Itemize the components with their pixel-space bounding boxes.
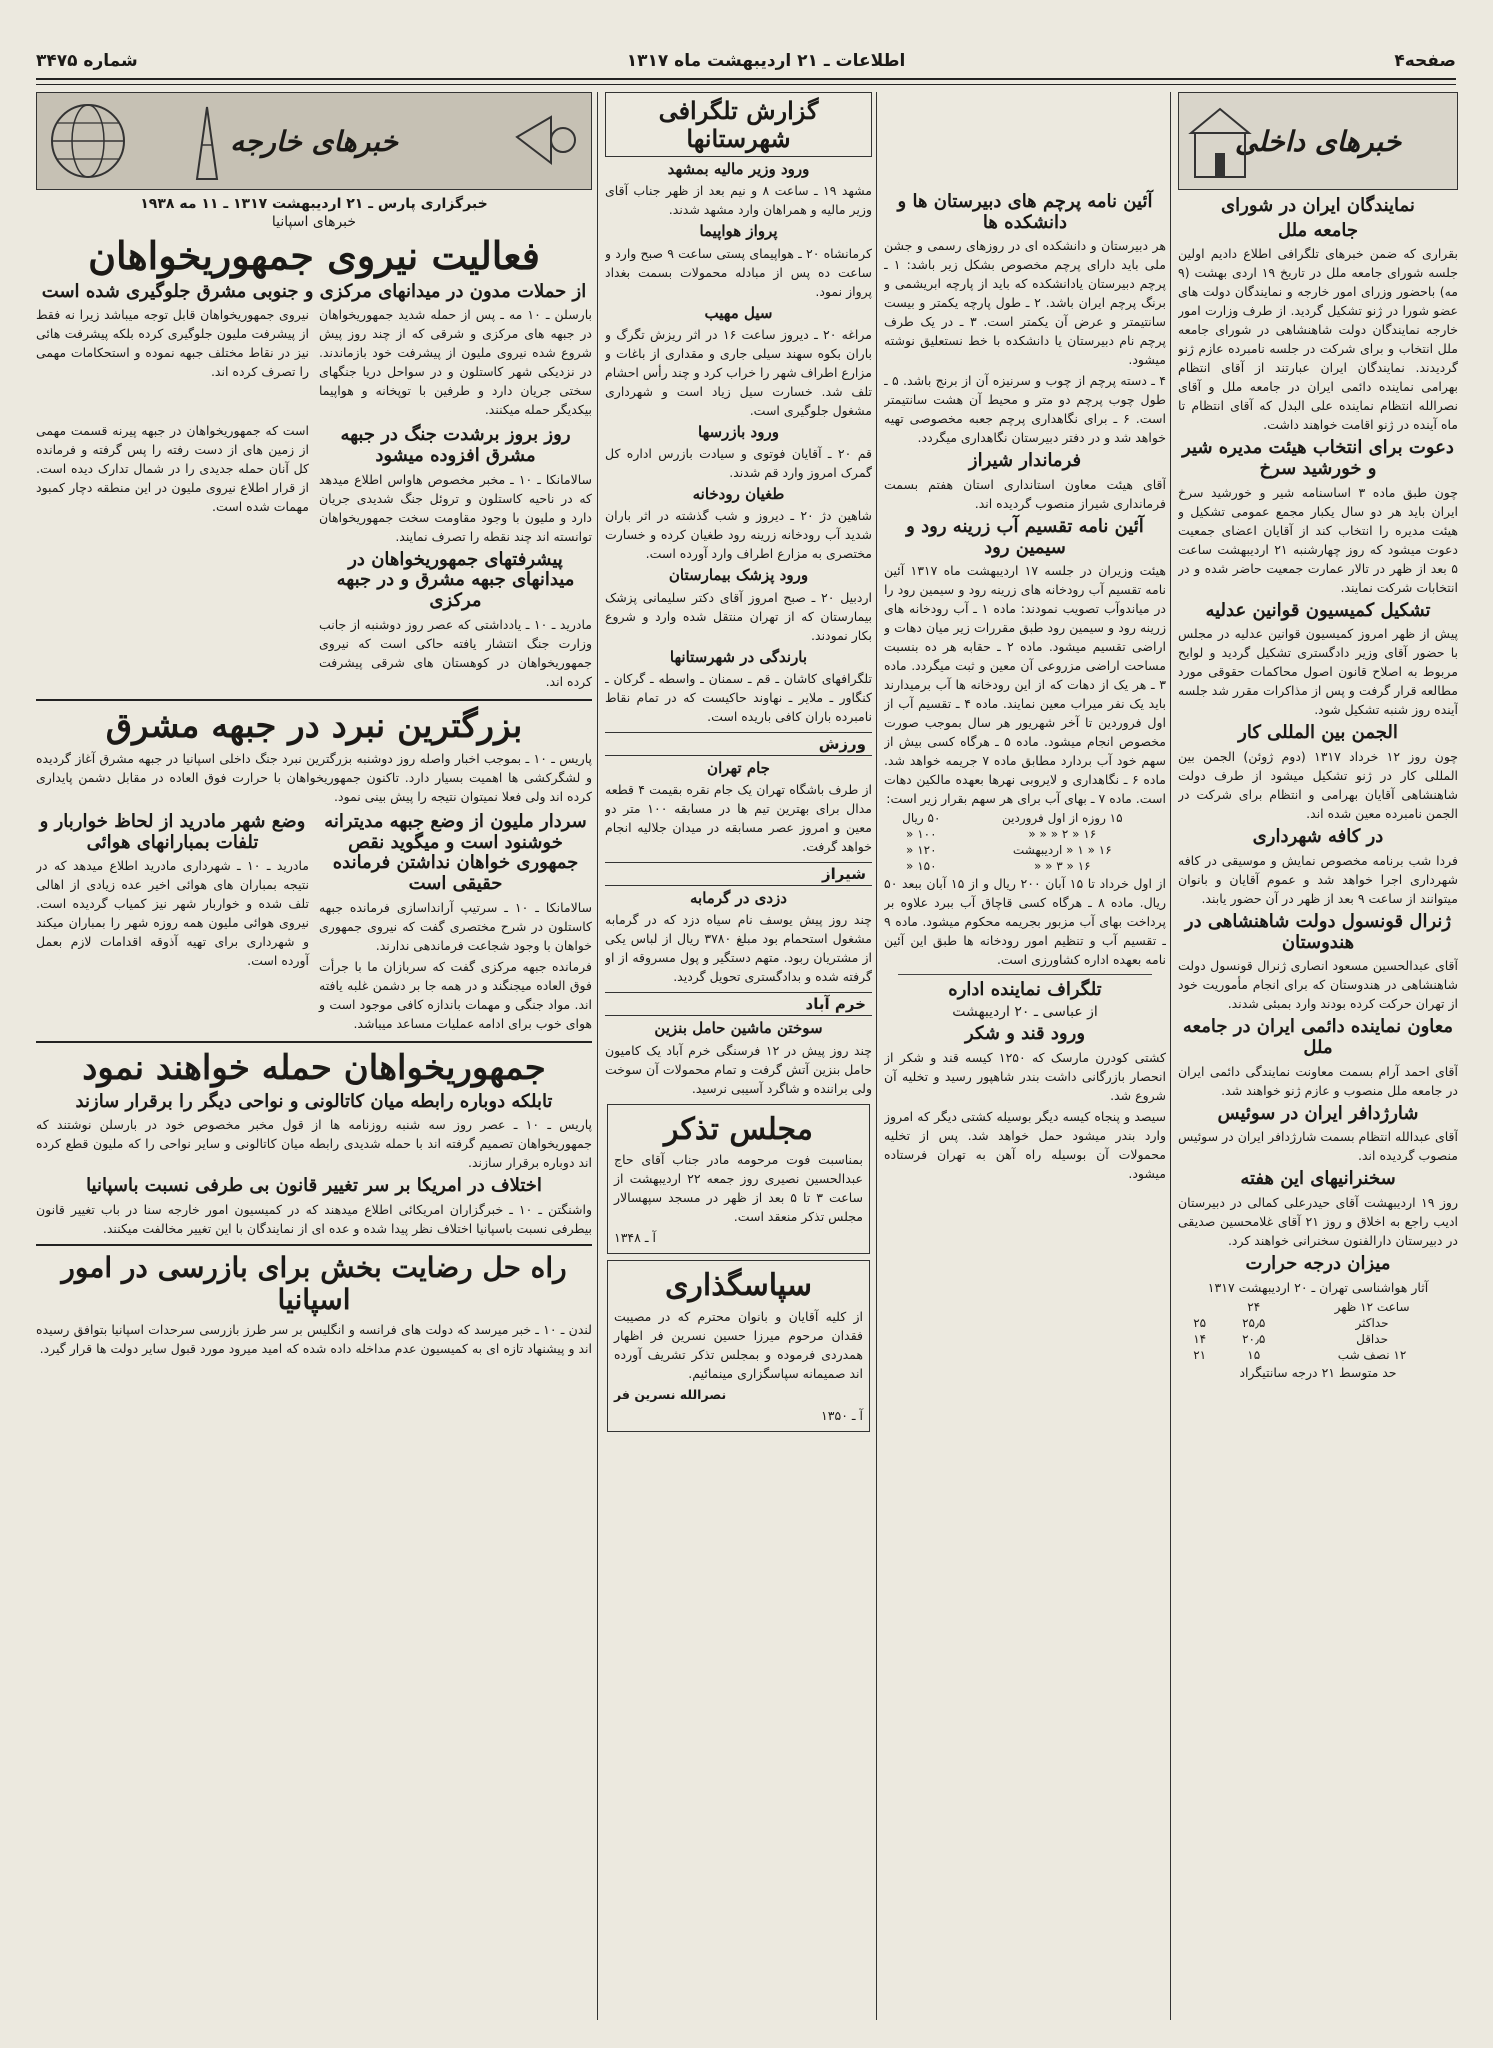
- article-body: پاریس ـ ۱۰ ـ عصر روز سه شنبه روزنامه ها از قول مخبر مخصوص خود در بارسلن نوشتند که جمهوریخواهان تصمیم گرفته اند با حمله شدیدی رابطه میان کاتالونی و سایر نواحی را که ملیون قطع کرده اند دوباره برقرار سازند.: [36, 1117, 592, 1171]
- domestic-news-title: خبرهای داخلی: [1234, 124, 1402, 158]
- article-body: از اول خرداد تا ۱۵ آبان ۲۰۰ ریال و از ۱۵ آبان ببعد ۵۰ ریال. ماده ۸ ـ هرگاه کسی قاچاق آب ببرد علاوه بر پرداخت بهای آب مزبور بجریمه محکوم میشود. ماده ۹ ـ تقسیم آب و تنظیم امور رودخانه ها طبق این آئین نامه بعهده اداره کشاورزی است.: [884, 876, 1166, 968]
- section-label-shiraz: شیراز: [605, 862, 872, 886]
- table-cell: ۱۴: [1193, 1331, 1207, 1346]
- page-header-strip: [36, 50, 1456, 72]
- headline: نمایندگان ایران در شورای: [1221, 195, 1415, 216]
- divider: [36, 1041, 592, 1043]
- column-divider: [876, 92, 877, 2020]
- article-body: است که جمهوریخواهان در جبهه پیرنه قسمت مهمی از زمین های از دست رفته را پس گرفته و فرمانده کل آنان حمله جدیدی را در شمال تدارک دیده است. از قرار اطلاع نیروی ملیون در این منطقه دچار کمبود مهمات شده است.: [36, 423, 309, 515]
- article-body: لندن ـ ۱۰ ـ خبر میرسد که دولت های فرانسه و انگلیس بر سر طرز بازرسی سرحدات اسپانیا بتوافق رسیده اند و پیشنهاد تازه ای به کمیسیون عدم مداخله داده شده که امید میرود مورد قبول سایر دولت ها قرار گیرد.: [36, 1321, 592, 1356]
- subcolumn: [319, 808, 592, 1035]
- article-body: فردا شب برنامه مخصوص نمایش و موسیقی در کافه شهرداری اجرا خواهد شد و عموم آقایان و بانوان میتوانند از ساعت ۹ بعد از ظهر در آن حضور یابند.: [1178, 852, 1458, 906]
- thanks-code: آ ـ ۱۳۵۰: [821, 1407, 863, 1423]
- foreign-news-banner: [36, 92, 592, 190]
- table-cell: ۱۵ روزه از اول فروردین: [1002, 811, 1123, 826]
- article-body: کشتی کودرن مارسک که ۱۲۵۰ کیسه قند و شکر از انحصار بازرگانی داشت بندر شاهپور رسید و تخلیه آن شروع شد.: [884, 1049, 1166, 1103]
- thanks-body: از کلیه آقایان و بانوان محترم که در مصیبت فقدان مرحوم میرزا حسین نسرین فر اظهار همدردی فرموده و بمجلس تذکر تشریف آورده اند صمیمانه سپاسگزاری مینمائیم.: [614, 1308, 863, 1381]
- article-body: مشهد ۱۹ ـ ساعت ۸ و نیم بعد از ظهر جناب آقای وزیر مالیه و همراهان وارد مشهد شدند.: [605, 183, 872, 218]
- column-divider: [1170, 92, 1171, 2020]
- headline: آئین نامه پرچم های دبیرستان ها و دانشکده ها: [897, 191, 1153, 233]
- main-headline: فعالیت نیروی جمهوریخواهان: [88, 233, 540, 278]
- table-cell: ۱۰۰ «: [906, 827, 937, 842]
- table-row: [884, 858, 1166, 874]
- provinces-title: گزارش تلگرافی شهرستانها: [658, 96, 819, 153]
- table-row: [1178, 1347, 1458, 1363]
- article-body: پاریس ـ ۱۰ ـ بموجب اخبار واصله روز دوشنبه بزرگترین نبرد جنگ داخلی اسپانیا در جبهه مشرق آغاز گردیده و لشگرکشی ها اهمیت بسیار دارد. تاکنون جمهوریخواهان با حرارت فوق العاده در مقابل دشمن پایداری کرده اند ولی فعلا نمیتوان نتیجه را پیش بینی نمود.: [36, 750, 592, 804]
- article-body: آقای احمد آرام بسمت معاونت نمایندگی دائمی ایران در جامعه ملل منصوب و عازم ژنو خواهند شد.: [1178, 1063, 1458, 1098]
- headline: الجمن بین المللی کار: [1238, 722, 1398, 744]
- article-body: تلگرافهای کاشان ـ قم ـ سمنان ـ واسطه ـ گرکان ـ کنگاور ـ ملایر ـ نهاوند حاکیست که در تمام نقاط نامبرده باران کافی باریده است.: [605, 670, 872, 724]
- header-rule: [36, 78, 1456, 80]
- headline: ورود قند و شکر: [964, 1023, 1086, 1045]
- newspaper-date-title: اطلاعات ـ ۲۱ اردیبهشت ماه ۱۳۱۷: [626, 51, 906, 71]
- subcolumn: [36, 421, 309, 692]
- table-cell: ۱۶ « ۳ « «: [1033, 859, 1091, 874]
- dateline: از عباسی ـ ۲۰ اردیبهشت: [952, 1004, 1098, 1021]
- section-label-khorramabad: خرم آباد: [605, 992, 872, 1016]
- headline: ورود بازرسها: [698, 422, 779, 441]
- article-body: آقای هیئت معاون استانداری استان هفتم بسمت فرمانداری شیراز منصوب گردیده اند.: [884, 477, 1166, 512]
- subcolumn: [36, 808, 309, 1035]
- article-body: چون طبق ماده ۳ اساسنامه شیر و خورشید سرخ ایران باید هر دو سال یکبار مجمع عمومی تشکیل و هیئت مدیره را انتخاب کند از آقایان اعضای جمعیت دعوت میشود که روز چهارشنبه ۲۱ اردیبهشت ساعت ۵ بعد از ظهر در تالار عمارت جمعیت حاضر شده و در انتخابات شرکت نمایند.: [1178, 484, 1458, 595]
- table-cell: حداقل: [1356, 1331, 1388, 1346]
- two-column-block: [36, 421, 592, 692]
- article-body: مادرید ـ ۱۰ ـ یادداشتی که عصر روز دوشنبه از جانب وزارت جنگ انتشار یافته حاکی است که نیروی جمهوریخواهان در کوهستان های شرقی پیشرفت کرده اند.: [319, 616, 592, 689]
- table-cell: ۱۵: [1247, 1347, 1261, 1362]
- divider: [36, 699, 592, 701]
- headline: دزدی در گرمابه: [690, 889, 787, 908]
- foreign-news-title: خبرهای خارجه: [230, 124, 398, 158]
- headline: شارژدافر ایران در سوئیس: [1217, 1102, 1419, 1124]
- article-body: هیئت وزیران در جلسه ۱۷ اردیبهشت ماه ۱۳۱۷ آئین نامه تقسیم آب رودخانه های زرینه رود و سیمین رود را در میاندوآب تصویب نمودند: ماده ۱ ـ آب رودخانه های زرینه رود و سیمین رود طبق مقررات زیر میان دهات و اراضی تقسیم میشود. ماده ۲ ـ حقابه هر ده بنسبت مساحت اراضی مزروعی آن معین و ثبت میگردد. ماده ۳ ـ هر یک از دهات که از این رودخانه ها آب برمیدارند باید یک نفر میراب معین نمایند. ماده ۴ ـ تقسیم آب از اول فروردین تا آخر شهریور هر سال بموجب صورت مخصوص انجام میشود. ماده ۵ ـ هرگاه کسی بیش از سهم خود آب بردارد مطابق ماده ۷ جریمه خواهد شد. ماده ۶ ـ نگاهداری و لایروبی نهرها بعهده مالکین دهات است. ماده ۷ ـ بهای آب برای هر سهم بقرار زیر است:: [884, 563, 1166, 807]
- header-rule-thin: [36, 84, 1456, 85]
- banner-spacer: [884, 92, 1166, 188]
- table-cell: ۱۶ « ۱ « اردیبهشت: [1012, 843, 1112, 858]
- temperature-footer: حد متوسط ۲۱ درجه سانتیگراد: [1239, 1364, 1397, 1380]
- temperature-table: [1178, 1299, 1458, 1363]
- gramophone-horn-icon: [511, 107, 581, 173]
- thanks-title: سپاسگذاری: [664, 1268, 813, 1304]
- foreign-news-section: [36, 92, 592, 2020]
- table-cell: ۲۴: [1247, 1299, 1261, 1314]
- headline: راه حل رضایت بخش برای بازرسی در امور اسپانیا: [61, 1251, 567, 1317]
- divider: [36, 1244, 592, 1246]
- table-cell: ۱۲ نصف شب: [1337, 1347, 1407, 1362]
- table-row: [884, 842, 1166, 858]
- headline: طغیان رودخانه: [692, 485, 785, 504]
- article-body: چون روز ۱۲ خرداد ۱۳۱۷ (دوم ژوئن) الجمن بین المللی کار در ژنو تشکیل میشود از طرف دولت شاهنشاهی آقایان بهرامی و انتظام برای شرکت در الجمن نامبرده معین شده اند.: [1178, 749, 1458, 822]
- table-row: [884, 826, 1166, 842]
- tower-icon: [187, 105, 227, 181]
- spain-news-label: خبرهای اسپانیا: [271, 214, 357, 230]
- temperature-subtitle: آثار هواشناسی تهران ـ ۲۰ اردیبهشت ۱۳۱۷: [1207, 1279, 1429, 1295]
- headline: تلگراف نماینده اداره: [948, 979, 1102, 1001]
- article-body: آقای عبدالحسین مسعود انصاری ژنرال قونسول دولت شاهنشاهی در هندوستان که برای انجام مأموریت خود از تهران حرکت کرده بودند وارد بمبئی شدند.: [1178, 958, 1458, 1012]
- provinces-column: [605, 92, 872, 2020]
- headline: پیشرفتهای جمهوریخواهان در میدانهای جبهه مشرق و در جبهه مرکزی: [336, 548, 575, 612]
- subheadline: از حملات مدون در میدانهای مرکزی و جنوبی مشرق جلوگیری شده است: [41, 280, 587, 302]
- domestic-news-column: [1178, 92, 1458, 2020]
- domestic-news-banner: [1178, 92, 1458, 190]
- divider: [898, 974, 1152, 975]
- table-row: [1178, 1315, 1458, 1331]
- two-column-block: [36, 808, 592, 1035]
- article-body: آقای عبدالله انتظام بسمت شارژدافر ایران در سوئیس منصوب گردیده اند.: [1178, 1129, 1458, 1164]
- agency-dateline: خبرگزاری پارس ـ ۲۱ اردیبهشت ۱۳۱۷ ـ ۱۱ مه ۱۹۳۸: [140, 196, 488, 212]
- table-cell: ۲۵: [1193, 1315, 1207, 1330]
- headline: سردار ملیون از وضع جبهه مدیترانه خوشنود است و میگوید نقص جمهوری خواهان نداشتن فرمانده حقیقی است: [324, 810, 587, 894]
- decorative-building-icon: [1185, 103, 1255, 179]
- headline: ورود وزیر مالیه بمشهد: [667, 160, 810, 179]
- article-body: ۴ ـ دسته پرچم از چوب و سرنیزه آن از برنج باشد. ۵ ـ طول چوب پرچم دو متر و محیط آن هشت سانتیمتر است. ۶ ـ برای نگاهداری پرچم جعبه مخصوصی تهیه خواهد شد و در دفتر دبیرستان نگاهداری میگردد.: [884, 373, 1166, 446]
- headline: ژنرال قونسول دولت شاهنشاهی در هندوستان: [1184, 910, 1452, 953]
- table-cell: ساعت ۱۲ ظهر: [1334, 1299, 1410, 1314]
- article-body: هر دبیرستان و دانشکده ای در روزهای رسمی و جشن ملی باید دارای پرچم مخصوص بشکل زیر باشد: ۱ ـ پرچم دبیرستان یادانشکده که باید از پارچه ابریشمی و برنگ پرچم ایران باشد. ۲ ـ طول پارچه یکمتر و بیست سانتیمتر و عرض آن یکمتر است. ۳ ـ در یک طرف پرچم نام دبیرستان یا دانشکده با خط نستعلیق نوشته میشود.: [884, 238, 1166, 368]
- article-body: اردبیل ۲۰ ـ صبح امروز آقای دکتر سلیمانی پزشک بیمارستان که از تهران منتقل شده وارد و شروع بکار نمودند.: [605, 589, 872, 643]
- article-body: شاهین دژ ۲۰ ـ دیروز و شب گذشته در اثر باران شدید آب رودخانه زرینه رود طغیان کرده و خسارت مختصری به مزارع اطراف وارد آورده است.: [605, 508, 872, 562]
- article-body: بارسلن ـ ۱۰ مه ـ پس از حمله شدید جمهوریخواهان در جبهه های مرکزی و شرقی که از چند روز پیش شروع شده نیروی ملیون از پیشرفت خود بازماندند. در نزدیکی شهر کاستلون و در سواحل دریا جنگهای سختی جریان دارد و طرفین با توپخانه و هواپیما بیکدیگر حمله میکنند.: [319, 307, 592, 418]
- article-body: چند روز پیش در ۱۲ فرسنگی خرم آباد یک کامیون حامل بنزین آتش گرفت و تمام محمولات آن سوخت ولی براننده و شاگرد آسیبی نرسید.: [605, 1042, 872, 1096]
- headline: سخنرانیهای این هفته: [1240, 1168, 1396, 1190]
- headline: روز بروز برشدت جنگ در جبهه مشرق افزوده میشود: [340, 424, 571, 467]
- memorial-body: بمناسبت فوت مرحومه مادر جناب آقای حاج عبدالحسین نصیری روز جمعه ۲۲ اردیبهشت از ساعت ۳ تا ۵ بعد از ظهر در مسجد سپهسالار مجلس تذکر منعقد است.: [614, 1152, 863, 1225]
- subheadline: تابلکه دوباره رابطه میان کاتالونی و نواحی دیگر را برقرار سازند: [75, 1090, 553, 1112]
- headline: سیل مهیب: [704, 303, 773, 322]
- article-body: بقراری که ضمن خبرهای تلگرافی اطلاع دادیم اولین جلسه شورای جامعه ملل در تاریخ ۱۹ اردی بهشت (۹ مه) باحضور وزرای امور خارجه و نمایندگان دولت های عضو شورا در ژنو تشکیل گردید. از طرف وزارت امور خارجه نمایندگان دولت شاهنشاهی در شورای جامعه ملل انتخاب و برای شرکت در جلسه نامبرده عازم ژنو گردیدند. نمایندگان ایران عبارتند از آقای انتظام بهرامی نماینده دائمی ایران در جامعه ملل و آقای نصرالله انتظام نماینده علی البدل که آقای انتظام تا ماه آینده در ژنو اقامت خواهند داشت.: [1178, 246, 1458, 433]
- water-price-table: [884, 810, 1166, 874]
- article-body: مراغه ۲۰ ـ دیروز ساعت ۱۶ در اثر ریزش تگرگ و باران بکوه سهند سیلی جاری و مقداری از باغات و مزارع اطراف شهر را خراب کرد و چند رأس احشام تلف شد. خسارت سیل زیاد است و شهرداری مشغول جلوگیری است.: [605, 326, 872, 418]
- article-body: نیروی جمهوریخواهان قابل توجه میباشد زیرا نه فقط از پیشرفت ملیون جلوگیری کرده بلکه پیشرفت هائی نیز در نقاط مختلف جبهه نموده و استحکامات مهمی را تصرف کرده اند.: [36, 307, 309, 380]
- table-cell: ۱۲۰ «: [906, 843, 937, 858]
- article-body: فرمانده جبهه مرکزی گفت که سربازان ما با جرأت فوق العاده میجنگند و در همه جا بر دشمن غلبه یافته اند. مواد جنگی و مهمات باندازه کافی موجود است و هوای خوب برای ادامه عملیات مساعد میباشد.: [319, 958, 592, 1031]
- article-body: چند روز پیش یوسف نام سیاه دزد که در گرمابه مشغول استحمام بود مبلغ ۳۷۸۰ ریال از لباس یکی از مشتریان ربود. متهم دستگیر و پول مسروقه از او گرفته شده و بدادگستری تحویل گردید.: [605, 912, 872, 985]
- table-cell: حداکثر: [1355, 1315, 1389, 1330]
- headline: جام تهران: [707, 758, 770, 777]
- article-body: سیصد و پنجاه کیسه دیگر بوسیله کشتی دیگر که امروز وارد بندر میشود حمل خواهد شد. پس از تخلیه محمولات آن بوسیله راه آهن به تهران فرستاده میشود.: [884, 1108, 1166, 1181]
- main-headline: بزرگترین نبرد در جبهه مشرق: [105, 705, 523, 746]
- thanks-notice: [607, 1260, 870, 1432]
- memorial-code: آ ـ ۱۳۴۸: [614, 1230, 656, 1246]
- table-row: [1178, 1331, 1458, 1347]
- table-cell: ۵۰ ریال: [902, 811, 941, 826]
- article-body: سالامانکا ـ ۱۰ ـ سرتیپ آرانداسازی فرمانده جبهه کاستلون در شرح مختصری گفت که نیروی جمهوری خواهان با وجود شجاعت فرماندهی ندارند.: [319, 899, 592, 953]
- table-cell: ۲۱: [1193, 1347, 1207, 1362]
- thanks-signature: نصرالله نسرین فر: [614, 1386, 727, 1402]
- column-divider: [597, 92, 598, 2020]
- main-headline: جمهوریخواهان حمله خواهند نمود: [82, 1047, 546, 1088]
- provinces-banner: [605, 92, 872, 157]
- headline: معاون نماینده دائمی ایران در جامعه ملل: [1182, 1016, 1454, 1058]
- article-body: از طرف باشگاه تهران یک جام نقره بقیمت ۴ قطعه مدال برای بهترین تیم ها در مسابقه ۱۰۰ متر دو معین و امروز عصر مسابقه در میدان جلالیه انجام خواهد گرفت.: [605, 782, 872, 855]
- subcolumn: [319, 421, 592, 692]
- page-number: صفحه۴: [1394, 51, 1456, 71]
- regulations-column: [884, 92, 1166, 2020]
- headline: ورود پزشک بیمارستان: [668, 566, 809, 585]
- article-body: کرمانشاه ۲۰ ـ هواپیمای پستی ساعت ۹ صبح وارد و ساعت ده پس از مبادله محمولات بسمت بغداد پرواز نمود.: [605, 245, 872, 299]
- memorial-title: مجلس تذکر: [664, 1111, 813, 1147]
- headline: بارندگی در شهرستانها: [669, 647, 808, 666]
- globe-icon: [45, 99, 131, 183]
- headline: سوختن ماشین حامل بنزین: [654, 1019, 823, 1038]
- headline: فرماندار شیراز: [968, 450, 1082, 472]
- table-cell: ۲۵٫۵: [1242, 1315, 1266, 1330]
- article-body: روز ۱۹ اردیبهشت آقای حیدرعلی کمالی در دبیرستان ادیب راجع به اخلاق و روز ۲۱ آقای غلامحسین صدیقی در دبیرستان دارالفنون سخنرانی خواهند کرد.: [1178, 1194, 1458, 1248]
- table-row: [1178, 1299, 1458, 1315]
- table-cell: ۱۵۰ «: [906, 859, 937, 874]
- section-label-sport: ورزش: [605, 732, 872, 756]
- headline: اختلاف در امریکا بر سر تغییر قانون بی طرفی نسبت باسپانیا: [86, 1175, 542, 1197]
- table-cell: [1178, 1299, 1221, 1315]
- headline: جامعه ملل: [1277, 219, 1359, 241]
- headline: دعوت برای انتخاب هیئت مدیره شیر و خورشید سرخ: [1182, 437, 1454, 480]
- headline: تشکیل کمیسیون قوانین عدلیه: [1205, 599, 1431, 621]
- article-body: پیش از ظهر امروز کمیسیون قوانین عدلیه در مجلس با حضور آقای وزیر دادگستری تشکیل گردید و لوایح مربوط به اصلاح قانون اصول محاکمات حقوقی مورد مطالعه قرار گرفت و پس از مذاکرات مقرر شد جلسه آینده روز شنبه تشکیل شود.: [1178, 626, 1458, 718]
- table-row: [884, 810, 1166, 826]
- headline: آئین نامه تقسیم آب زرینه رود و سیمین رود: [906, 516, 1144, 558]
- headline: وضع شهر مادرید از لحاظ خواربار و تلفات بمبارانهای هوائی: [39, 810, 306, 853]
- article-body: قم ۲۰ ـ آقایان فوتوی و سیادت بازرس اداره کل گمرک امروز وارد قم شدند.: [605, 446, 872, 481]
- headline: پرواز هواپیما: [699, 222, 778, 241]
- article-body: واشنگتن ـ ۱۰ ـ خبرگزاران امریکائی اطلاع میدهند که در کمیسیون امور خارجه سنا در باب تغییر قانون بیطرفی نسبت باسپانیا اختلاف نظر پیدا شده و عده ای از نمایندگان با این تغییر مخالفت میکنند.: [36, 1202, 592, 1237]
- two-column-block: [36, 305, 592, 421]
- table-cell: ۱۶ « ۲ « « «: [1028, 827, 1097, 842]
- headline: در کافه شهرداری: [1252, 826, 1384, 848]
- article-body: مادرید ـ ۱۰ ـ شهرداری مادرید اطلاع میدهد که در نتیجه بمباران های هوائی اخیر عده زیادی از اهالی تلف شده و خواربار شهر نیز کمیاب گردیده است. نیروی هوائی ملیون همه روزه شهر را بمباران میکند و شهرداری برای تهیه آذوقه اقدامات لازم بعمل آورده است.: [36, 858, 309, 969]
- issue-number: شماره ۳۴۷۵: [36, 51, 138, 71]
- table-cell: ۲۰٫۵: [1242, 1331, 1266, 1346]
- article-body: سالامانکا ـ ۱۰ ـ مخبر مخصوص هاواس اطلاع میدهد که در ناحیه کاستلون و تروئل جنگ شدیدی جریان دارد و ملیون با وجود مقاومت سخت جمهوریخواهان توانسته اند چند نقطه را تصرف نمایند.: [319, 471, 592, 544]
- memorial-notice: [607, 1104, 870, 1255]
- headline: میزان درجه حرارت: [1245, 1252, 1391, 1274]
